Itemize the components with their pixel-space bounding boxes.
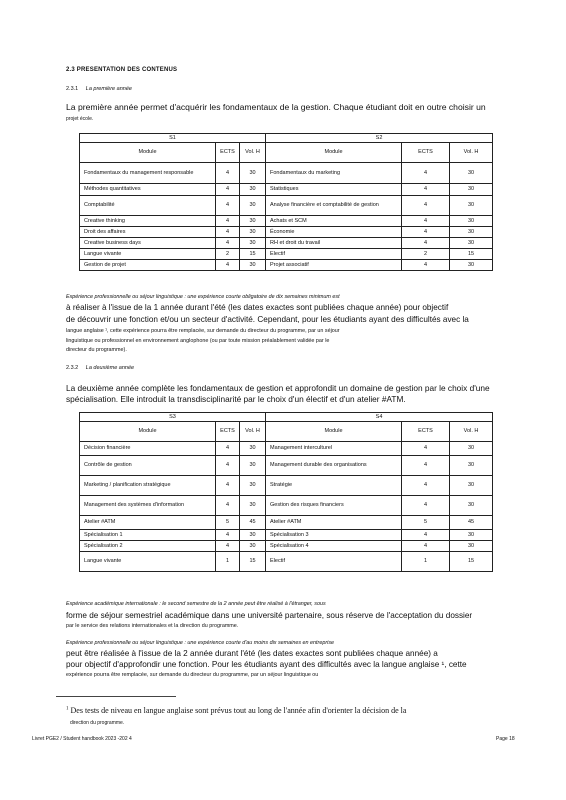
subsection-1-heading [66, 86, 132, 92]
vol-left-cell: 45 [240, 516, 266, 530]
module-right-cell: Spécialisation 3 [266, 530, 402, 541]
subsection-2-heading [66, 365, 134, 371]
col-ects-header: ECTS [216, 422, 240, 442]
module-left-cell: Langue vivante [80, 249, 216, 260]
col-vol-header: Vol. H [450, 143, 493, 163]
footnote-mark: 1 [66, 706, 69, 712]
ects-right-cell: 4 [402, 163, 450, 184]
ects-left-cell: 4 [216, 227, 240, 238]
vol-right-cell: 30 [450, 196, 493, 216]
table-row [80, 184, 493, 196]
ects-left-cell: 5 [216, 516, 240, 530]
vol-right-cell: 30 [450, 260, 493, 271]
ects-right-cell: 4 [402, 184, 450, 196]
module-right-cell: Fondamentaux du marketing [266, 163, 402, 184]
vol-right-cell: 30 [450, 227, 493, 238]
ects-right-cell: 4 [402, 227, 450, 238]
module-right-cell: RH et droit du travail [266, 238, 402, 249]
semester-s3-header: S3 [80, 413, 266, 422]
vol-left-cell: 15 [240, 552, 266, 572]
module-right-cell: Stratégie [266, 476, 402, 496]
ects-left-cell: 4 [216, 260, 240, 271]
module-right-cell: Management interculturel [266, 442, 402, 456]
vol-right-cell: 30 [450, 238, 493, 249]
col-ects-header: ECTS [402, 422, 450, 442]
module-left-cell: Atelier #ATM [80, 516, 216, 530]
table-row [80, 476, 493, 496]
ects-left-cell: 4 [216, 541, 240, 552]
module-right-cell: Atelier #ATM [266, 516, 402, 530]
table-row [80, 541, 493, 552]
ects-left-cell: 4 [216, 476, 240, 496]
ects-left-cell: 4 [216, 196, 240, 216]
module-right-cell: Analyse financière et comptabilité de gestion [266, 196, 402, 216]
vol-right-cell: 45 [450, 516, 493, 530]
table-row [80, 442, 493, 456]
table-row [80, 216, 493, 227]
module-right-cell: Electif [266, 249, 402, 260]
ects-right-cell: 4 [402, 260, 450, 271]
semester-s1-header: S1 [80, 134, 266, 143]
col-vol-header: Vol. H [240, 422, 266, 442]
ects-right-cell: 4 [402, 216, 450, 227]
table-row [80, 163, 493, 184]
module-left-cell: Management des systèmes d'information [80, 496, 216, 516]
table-row [80, 456, 493, 476]
module-right-cell: Statistiques [266, 184, 402, 196]
footnote-line-1: Des tests de niveau en langue anglaise sont prévus tout au long de l'année afin d'orienter la décision de la [70, 706, 407, 715]
exp1-line-5: linguistique ou professionnel en environnement anglophone (ou par toute mission préalablement validée par le [66, 338, 330, 344]
section-title: 2.3 PRESENTATION DES CONTENUS [66, 67, 178, 73]
intro-2-line-1: La deuxième année complète les fondamentaux de gestion et approfondit un domaine de gestion par le choix d'une [66, 383, 490, 393]
table-row [80, 238, 493, 249]
module-right-cell: Projet associatif [266, 260, 402, 271]
intl-line-1: Expérience académique internationale : le second semestre de la 2 année peut être réalisé à l'étranger, sous [66, 601, 326, 607]
ects-right-cell: 4 [402, 238, 450, 249]
ects-right-cell: 4 [402, 442, 450, 456]
table-row [80, 552, 493, 572]
vol-right-cell: 30 [450, 184, 493, 196]
intro-2-line-2: spécialisation. Elle introduit la transdisciplinarité par le choix d'un électif et d'un atelier #ATM. [66, 394, 406, 404]
vol-left-cell: 30 [240, 196, 266, 216]
vol-right-cell: 30 [450, 541, 493, 552]
vol-left-cell: 30 [240, 476, 266, 496]
table-row [80, 227, 493, 238]
module-left-cell: Méthodes quantitatives [80, 184, 216, 196]
exp2-line-4: expérience pourra être remplacée, sur demande du directeur du programme, par un séjour linguistique ou [66, 672, 319, 678]
intro-1-line-2: projet école. [66, 116, 94, 122]
module-right-cell: Spécialisation 4 [266, 541, 402, 552]
ects-right-cell: 2 [402, 249, 450, 260]
module-right-cell: Electif [266, 552, 402, 572]
subsection-1-title: La première année [85, 86, 132, 92]
vol-left-cell: 30 [240, 260, 266, 271]
exp1-line-4: langue anglaise ¹, cette expérience pourra être remplacée, sur demande du directeur du programme, par un séjour [66, 328, 340, 334]
table-row [80, 530, 493, 541]
vol-right-cell: 30 [450, 496, 493, 516]
vol-left-cell: 30 [240, 227, 266, 238]
vol-right-cell: 15 [450, 552, 493, 572]
subsection-1-number: 2.3.1 [66, 86, 79, 92]
col-ects-header: ECTS [216, 143, 240, 163]
ects-left-cell: 1 [216, 552, 240, 572]
module-left-cell: Spécialisation 1 [80, 530, 216, 541]
ects-right-cell: 4 [402, 496, 450, 516]
footnote-separator [56, 696, 176, 697]
exp2-line-3: pour objectif d'approfondir une fonction. Pour les étudiants ayant des difficultés avec la langue anglaise ¹, cette [66, 660, 467, 669]
vol-left-cell: 30 [240, 530, 266, 541]
table-year-1 [79, 133, 493, 271]
module-left-cell: Gestion de projet [80, 260, 216, 271]
vol-left-cell: 30 [240, 496, 266, 516]
vol-right-cell: 30 [450, 163, 493, 184]
table-row [80, 260, 493, 271]
ects-left-cell: 4 [216, 456, 240, 476]
module-right-cell: Économie [266, 227, 402, 238]
module-right-cell: Management durable des organisations [266, 456, 402, 476]
table-year-2 [79, 412, 493, 572]
subsection-2-number: 2.3.2 [66, 365, 79, 371]
ects-left-cell: 4 [216, 530, 240, 541]
ects-left-cell: 4 [216, 238, 240, 249]
vol-left-cell: 30 [240, 541, 266, 552]
module-left-cell: Spécialisation 2 [80, 541, 216, 552]
semester-s2-header: S2 [266, 134, 493, 143]
exp1-line-6: directeur du programme). [66, 347, 127, 353]
footer-left: Livret PGE2 / Student handbook 2023 -202 4 [32, 736, 132, 742]
ects-right-cell: 4 [402, 456, 450, 476]
vol-left-cell: 30 [240, 163, 266, 184]
exp1-line-1: Expérience professionnelle ou séjour linguistique : une expérience courte obligatoire de dix semaines minimum est [66, 294, 340, 300]
table-row [80, 249, 493, 260]
footnote-line-2: direction du programme. [70, 720, 125, 726]
module-left-cell: Fondamentaux du management responsable [80, 163, 216, 184]
ects-left-cell: 4 [216, 216, 240, 227]
module-right-cell: Gestion des risques financiers [266, 496, 402, 516]
vol-right-cell: 15 [450, 249, 493, 260]
ects-left-cell: 4 [216, 442, 240, 456]
ects-right-cell: 4 [402, 196, 450, 216]
ects-right-cell: 4 [402, 541, 450, 552]
vol-right-cell: 30 [450, 530, 493, 541]
ects-left-cell: 4 [216, 184, 240, 196]
exp1-line-3: de découvrir une fonction et/ou un secteur d'activité. Cependant, pour les étudiants ayant des difficultés avec la [66, 315, 469, 324]
footnote [66, 706, 406, 715]
table-row [80, 196, 493, 216]
vol-right-cell: 30 [450, 456, 493, 476]
exp2-line-2: peut être réalisée à l'issue de la 2 année durant l'été (les dates exactes sont publiées chaque année) a [66, 649, 438, 658]
col-module-header: Module [80, 422, 216, 442]
module-left-cell: Décision financière [80, 442, 216, 456]
col-vol-header: Vol. H [240, 143, 266, 163]
ects-right-cell: 4 [402, 530, 450, 541]
col-ects-header: ECTS [402, 143, 450, 163]
page-number: Page 18 [496, 736, 515, 742]
ects-right-cell: 1 [402, 552, 450, 572]
col-module-header: Module [266, 422, 402, 442]
ects-right-cell: 4 [402, 476, 450, 496]
col-vol-header: Vol. H [450, 422, 493, 442]
vol-left-cell: 30 [240, 456, 266, 476]
module-left-cell: Creative thinking [80, 216, 216, 227]
vol-left-cell: 30 [240, 216, 266, 227]
col-module-header: Module [266, 143, 402, 163]
table-row [80, 516, 493, 530]
module-left-cell: Contrôle de gestion [80, 456, 216, 476]
intl-line-3: par le service des relations internationales et la direction du programme. [66, 623, 239, 629]
exp2-line-1: Expérience professionnelle ou séjour linguistique : une expérience courte d'au moins dix semaines en entreprise [66, 640, 335, 646]
vol-right-cell: 30 [450, 476, 493, 496]
module-left-cell: Creative business days [80, 238, 216, 249]
module-left-cell: Comptabilité [80, 196, 216, 216]
module-left-cell: Langue vivante [80, 552, 216, 572]
semester-s4-header: S4 [266, 413, 493, 422]
vol-left-cell: 15 [240, 249, 266, 260]
table-row [80, 496, 493, 516]
vol-right-cell: 30 [450, 442, 493, 456]
vol-left-cell: 30 [240, 238, 266, 249]
intro-1-line-1: La première année permet d'acquérir les fondamentaux de la gestion. Chaque étudiant doit en outre choisir un [66, 102, 486, 112]
module-left-cell: Droit des affaires [80, 227, 216, 238]
ects-left-cell: 2 [216, 249, 240, 260]
vol-right-cell: 30 [450, 216, 493, 227]
col-module-header: Module [80, 143, 216, 163]
vol-left-cell: 30 [240, 184, 266, 196]
ects-right-cell: 5 [402, 516, 450, 530]
subsection-2-title: La deuxième année [85, 365, 135, 371]
ects-left-cell: 4 [216, 163, 240, 184]
ects-left-cell: 4 [216, 496, 240, 516]
module-right-cell: Achats et SCM [266, 216, 402, 227]
exp1-line-2: à réaliser à l'issue de la 1 année durant l'été (les dates exactes sont publiées chaque année) pour objectif [66, 303, 449, 312]
intl-line-2: forme de séjour semestriel académique dans une université partenaire, sous réserve de l'acceptation du dossier [66, 611, 473, 620]
module-left-cell: Marketing / planification stratégique [80, 476, 216, 496]
vol-left-cell: 30 [240, 442, 266, 456]
